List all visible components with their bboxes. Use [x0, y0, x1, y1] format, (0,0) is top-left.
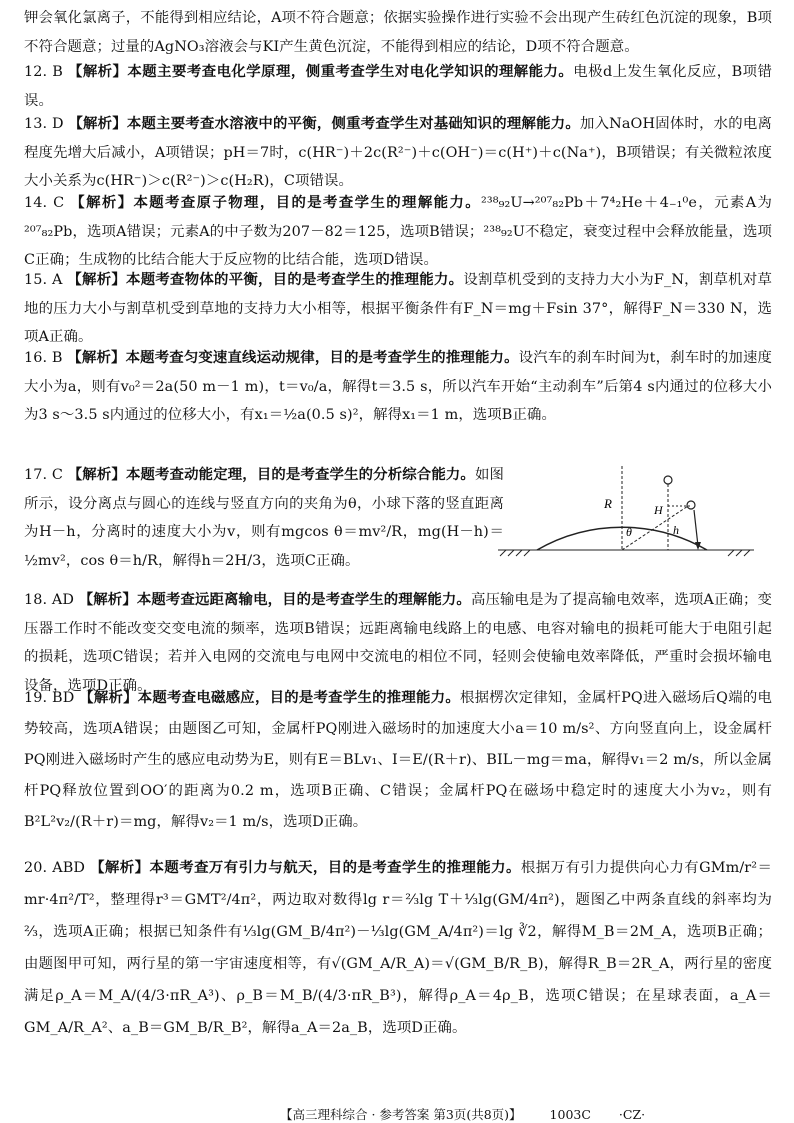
answer-14-summary: 本题考查原子物理，目的是考查学生的理解能力。: [133, 194, 482, 211]
answer-19-summary: 本题考查电磁感应，目的是考查学生的推理能力。: [137, 689, 460, 706]
answer-17-tag: 【解析】: [67, 466, 126, 483]
ball-top: [664, 476, 672, 484]
answer-16-summary: 本题考查匀变速直线运动规律，目的是考查学生的推理能力。: [125, 349, 519, 366]
label-theta: θ: [626, 525, 632, 539]
answer-16: [24, 344, 772, 430]
answer-17-number: 17. C: [24, 467, 64, 483]
answer-17-text: 如图所示，设分离点与圆心的连线与竖直方向的夹角为θ，小球下落的竖直距离为H－h，分离时的速度大小为v，则有mgcos θ＝mv²/R，mg(H－h)＝½mv²，cos θ＝h/R，解得h＝2H/3，选项C正确。: [24, 467, 504, 569]
answer-14-text: ²³⁸₉₂U→²⁰⁷₈₂Pb＋7⁴₂He＋4₋₁⁰e，元素A为²⁰⁷₈₂Pb，选项A错误；元素A的中子数为207－82＝125，选项B错误；²³⁸₉₂U不稳定，衰变过程中会释放能量，选项C正确；生成物的比结合能大于反应物的比结合能，选项D错误。: [24, 195, 772, 269]
answer-16-number: 16. B: [24, 350, 63, 366]
answer-16-text: 设汽车的刹车时间为t，刹车时的加速度大小为a，则有v₀²＝2a(50 m－1 m)，t＝v₀/a，解得t＝3.5 s，所以汽车开始“主动刹车”后第4 s内通过的位移大小为3 s～3.5 s内通过的位移大小，有x₁＝½a(0.5 s)²，解得x₁＝1 m，选项B正确。: [24, 350, 772, 424]
answer-15-text: 设割草机受到的支持力大小为F_N，割草机对草地的压力大小与割草机受到草地的支持力大小相等，根据平衡条件有F_N＝mg＋Fsin 37°，解得F_N＝330 N，选项A正确。: [24, 272, 772, 346]
answer-18-text: 高压输电是为了提高输电效率，选项A正确；变压器工作时不能改变交变电流的频率，选项B错误；远距离输电线路上的电感、电容对输电的损耗可能大于电阻引起的损耗，选项C错误；若并入电网的交流电与电网中交流电的相位不同，轻则会使输电效率降低，严重时会损坏输电设备，选项D正确。: [24, 592, 772, 694]
answer-16-tag: 【解析】: [67, 349, 126, 366]
page-footer: [280, 1105, 780, 1123]
answer-13-text: 加入NaOH固体时，水的电离程度先增大后减小，A项错误；pH＝7时，c(HR⁻)＋2c(R²⁻)＋c(OH⁻)＝c(H⁺)＋c(Na⁺)，B项错误；有关微粒浓度大小关系为c(HR⁻)＞c(R²⁻)＞c(H₂R)，C项错误。: [24, 116, 773, 190]
answer-19-tag: 【解析】: [79, 689, 138, 706]
hemisphere-diagram: [492, 462, 762, 562]
answer-20-number: 20. ABD: [24, 860, 86, 876]
answer-14-tag: 【解析】: [70, 194, 134, 211]
answer-17-summary: 本题考查动能定理，目的是考查学生的分析综合能力。: [125, 466, 475, 483]
answer-12: [24, 58, 772, 115]
answer-15-summary: 本题考查物体的平衡，目的是考查学生的推理能力。: [126, 271, 464, 288]
answer-13-summary: 本题主要考查水溶液中的平衡，侧重考查学生对基础知识的理解能力。: [126, 115, 580, 132]
footer-title: 【高三理科综合 · 参考答案 第3页(共8页)】: [280, 1107, 522, 1122]
answer-19: [24, 682, 772, 838]
answer-14-number: 14. C: [24, 195, 65, 211]
answer-17: [24, 461, 504, 575]
intro-paragraph: [24, 4, 772, 61]
answer-20-tag: 【解析】: [90, 859, 150, 876]
answer-12-summary: 本题主要考查电化学原理，侧重考查学生对电化学知识的理解能力。: [127, 63, 574, 80]
answer-18-number: 18. AD: [24, 592, 75, 608]
answer-12-number: 12. B: [24, 64, 63, 80]
answer-13-number: 13. D: [24, 116, 64, 132]
answer-12-tag: 【解析】: [67, 63, 128, 80]
velocity-arrow: [694, 510, 698, 546]
intro-text: 钾会氧化氯离子，不能得到相应结论，A项不符合题意；依据实验操作进行实验不会出现产生砖红色沉淀的现象，B项不符合题意；过量的AgNO₃溶液会与KI产生黄色沉淀，不能得到相应的结论，D项不符合题意。: [24, 10, 772, 55]
answer-15: [24, 266, 772, 352]
answer-20: [24, 852, 772, 1044]
label-h: h: [673, 523, 679, 537]
label-R: R: [604, 496, 612, 511]
answer-19-number: 19. BD: [24, 690, 75, 706]
answer-12-text: 电极d上发生氧化反应，B项错误。: [24, 64, 772, 109]
footer-code: 1003C: [549, 1107, 591, 1122]
ground-hatch: [498, 550, 754, 556]
ball-separation: [687, 501, 695, 509]
answer-20-text: 根据万有引力提供向心力有GMm/r²＝mr·4π²/T²，整理得r³＝GMT²/4π²，两边取对数得lg r＝⅔lg T＋⅓lg(GM/4π²)，题图乙中两条直线的斜率均为⅔，选项A正确；根据已知条件有⅓lg(GM_B/4π²)－⅓lg(GM_A/4π²)＝lg ∛2，解得M_B＝2M_A，选项B正确；由题图甲可知，两行星的第一宇宙速度相等，有√(GM_A/R_A)＝√(GM_B/R_B)，解得R_B＝2R_A，两行星的密度满足ρ_A＝M_A/(4/3·πR_A³)、ρ_B＝M_B/(4/3·πR_B³)，解得ρ_A＝4ρ_B，选项C错误；在星球表面，a_A＝GM_A/R_A²、a_B＝GM_B/R_B²，解得a_A＝2a_B，选项D正确。: [24, 860, 772, 1036]
answer-15-tag: 【解析】: [67, 271, 127, 288]
answer-18-tag: 【解析】: [78, 591, 137, 608]
answer-13-tag: 【解析】: [68, 115, 127, 132]
footer-mark: ·CZ·: [618, 1107, 646, 1122]
label-H: H: [654, 503, 663, 517]
answer-13: [24, 110, 772, 196]
answer-19-text: 根据楞次定律知，金属杆PQ进入磁场后Q端的电势较高，选项A错误；由题图乙可知，金属杆PQ刚进入磁场时的加速度大小a＝10 m/s²、方向竖直向上，设金属杆PQ刚进入磁场时产生的感应电动势为E，则有E＝BLv₁、I＝E/(R＋r)、BIL－mg＝ma，解得v₁＝2 m/s，所以金属杆PQ释放位置到OO′的距离为0.2 m，选项B正确、C错误；金属杆PQ在磁场中稳定时的速度大小为v₂，则有B²L²v₂/(R＋r)＝mg，解得v₂＝1 m/s，选项D正确。: [24, 690, 773, 830]
answer-14: [24, 189, 772, 275]
answer-18-summary: 本题考查远距离输电，目的是考查学生的理解能力。: [136, 591, 471, 608]
answer-15-number: 15. A: [24, 272, 63, 288]
answer-20-summary: 本题考查万有引力与航天，目的是考查学生的推理能力。: [149, 859, 521, 876]
